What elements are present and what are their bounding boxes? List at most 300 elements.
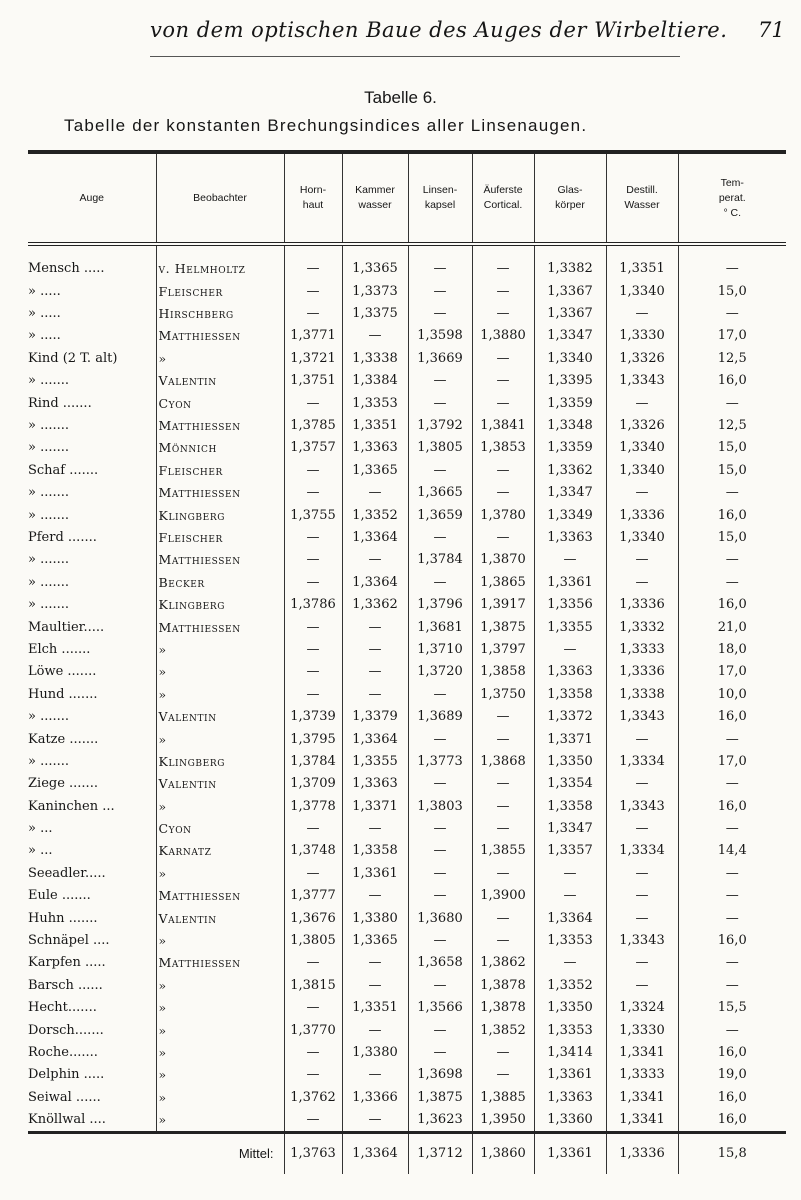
value-cell: — bbox=[284, 571, 342, 593]
value-cell: 1,3357 bbox=[534, 840, 606, 862]
value-cell: 1,3363 bbox=[534, 1086, 606, 1108]
observer-cell: Matthiessen bbox=[156, 549, 284, 571]
value-cell: 16,0 bbox=[678, 705, 786, 727]
value-cell: — bbox=[678, 952, 786, 974]
value-cell: 1,3348 bbox=[534, 414, 606, 436]
value-cell: 1,3748 bbox=[284, 840, 342, 862]
value-cell: — bbox=[472, 482, 534, 504]
value-cell: 1,3364 bbox=[342, 728, 408, 750]
value-cell: 1,3340 bbox=[606, 459, 678, 481]
value-cell: — bbox=[284, 817, 342, 839]
value-cell: 1,3757 bbox=[284, 437, 342, 459]
eye-cell: » ....... bbox=[28, 597, 70, 613]
value-cell: — bbox=[284, 683, 342, 705]
value-cell: — bbox=[408, 392, 472, 414]
value-cell: 1,3355 bbox=[342, 750, 408, 772]
value-cell: — bbox=[472, 392, 534, 414]
value-cell: — bbox=[678, 302, 786, 324]
table-row bbox=[28, 1108, 786, 1132]
table-row bbox=[28, 1064, 786, 1086]
value-cell: 1,3720 bbox=[408, 661, 472, 683]
value-cell: 1,3762 bbox=[284, 1086, 342, 1108]
observer-cell: Matthiessen bbox=[156, 885, 284, 907]
value-cell: 1,3780 bbox=[472, 504, 534, 526]
table-row bbox=[28, 683, 786, 705]
eye-cell: Delphin ..... bbox=[28, 1067, 105, 1083]
table-row bbox=[28, 526, 786, 548]
value-cell: — bbox=[284, 952, 342, 974]
value-cell: 1,3870 bbox=[472, 549, 534, 571]
value-cell: — bbox=[342, 616, 408, 638]
value-cell: — bbox=[284, 638, 342, 660]
value-cell: — bbox=[534, 885, 606, 907]
value-cell: — bbox=[284, 459, 342, 481]
observer-cell: » bbox=[156, 1041, 284, 1063]
eye-cell: Elch ....... bbox=[28, 641, 91, 657]
value-cell: 1,3785 bbox=[284, 414, 342, 436]
value-cell: 1,3382 bbox=[534, 244, 606, 280]
value-cell: 1,3358 bbox=[534, 683, 606, 705]
value-cell: — bbox=[472, 1041, 534, 1063]
value-cell: 1,3375 bbox=[342, 302, 408, 324]
value-cell: 1,3815 bbox=[284, 974, 342, 996]
value-cell: — bbox=[408, 728, 472, 750]
eye-cell: » ..... bbox=[28, 306, 61, 322]
value-cell: 1,3371 bbox=[534, 728, 606, 750]
mean-value: 1,3361 bbox=[534, 1132, 606, 1174]
table-row bbox=[28, 482, 786, 504]
table-row bbox=[28, 750, 786, 772]
value-cell: 1,3362 bbox=[342, 593, 408, 615]
eye-cell: Kaninchen ... bbox=[28, 798, 115, 814]
eye-cell: Dorsch....... bbox=[28, 1022, 104, 1038]
table-row bbox=[28, 728, 786, 750]
value-cell: — bbox=[408, 526, 472, 548]
value-cell: 1,3658 bbox=[408, 952, 472, 974]
value-cell: — bbox=[284, 392, 342, 414]
eye-cell: » ....... bbox=[28, 574, 70, 590]
value-cell: — bbox=[284, 302, 342, 324]
value-cell: 1,3360 bbox=[534, 1108, 606, 1132]
column-header: Auge bbox=[28, 152, 156, 244]
eye-cell: Schaf ....... bbox=[28, 462, 99, 478]
value-cell: — bbox=[408, 459, 472, 481]
eye-cell: » ....... bbox=[28, 709, 70, 725]
observer-cell: Becker bbox=[156, 571, 284, 593]
value-cell: 15,0 bbox=[678, 437, 786, 459]
mean-label: Mittel: bbox=[156, 1132, 284, 1174]
value-cell: 1,3805 bbox=[284, 929, 342, 951]
value-cell: 1,3363 bbox=[534, 661, 606, 683]
value-cell: 1,3665 bbox=[408, 482, 472, 504]
value-cell: 1,3795 bbox=[284, 728, 342, 750]
observer-cell: » bbox=[156, 974, 284, 996]
eye-cell: Knöllwal .... bbox=[28, 1112, 106, 1128]
value-cell: 1,3755 bbox=[284, 504, 342, 526]
observer-cell: Matthiessen bbox=[156, 482, 284, 504]
value-cell: 16,0 bbox=[678, 795, 786, 817]
value-cell: — bbox=[472, 280, 534, 302]
value-cell: 1,3773 bbox=[408, 750, 472, 772]
value-cell: — bbox=[408, 571, 472, 593]
value-cell: 1,3363 bbox=[342, 773, 408, 795]
observer-cell: Klingberg bbox=[156, 750, 284, 772]
table-row bbox=[28, 885, 786, 907]
value-cell: 16,0 bbox=[678, 593, 786, 615]
eye-cell: » ..... bbox=[28, 328, 61, 344]
value-cell: — bbox=[408, 1019, 472, 1041]
observer-cell: » bbox=[156, 862, 284, 884]
value-cell: — bbox=[342, 885, 408, 907]
value-cell: — bbox=[472, 459, 534, 481]
value-cell: 1,3364 bbox=[534, 907, 606, 929]
value-cell: — bbox=[606, 862, 678, 884]
value-cell: 15,0 bbox=[678, 526, 786, 548]
value-cell: — bbox=[472, 817, 534, 839]
value-cell: 1,3878 bbox=[472, 997, 534, 1019]
table-header bbox=[28, 152, 786, 244]
eye-cell: Kind (2 T. alt) bbox=[28, 350, 118, 366]
value-cell: — bbox=[472, 728, 534, 750]
table-row bbox=[28, 370, 786, 392]
eye-cell: Karpfen ..... bbox=[28, 955, 106, 971]
eye-cell: Ziege ....... bbox=[28, 776, 98, 792]
value-cell: — bbox=[678, 817, 786, 839]
value-cell: 10,0 bbox=[678, 683, 786, 705]
eye-cell: » ....... bbox=[28, 418, 70, 434]
observer-cell: Fleischer bbox=[156, 459, 284, 481]
value-cell: — bbox=[342, 549, 408, 571]
value-cell: 1,3350 bbox=[534, 997, 606, 1019]
value-cell: — bbox=[678, 728, 786, 750]
value-cell: — bbox=[284, 482, 342, 504]
table-row bbox=[28, 773, 786, 795]
observer-cell: » bbox=[156, 661, 284, 683]
value-cell: — bbox=[342, 974, 408, 996]
eye-cell: Pferd ....... bbox=[28, 529, 97, 545]
mean-spacer bbox=[28, 1132, 156, 1174]
value-cell: 1,3353 bbox=[534, 929, 606, 951]
value-cell: — bbox=[342, 1064, 408, 1086]
value-cell: 1,3778 bbox=[284, 795, 342, 817]
value-cell: 1,3862 bbox=[472, 952, 534, 974]
value-cell: — bbox=[678, 549, 786, 571]
value-cell: 1,3365 bbox=[342, 929, 408, 951]
value-cell: 16,0 bbox=[678, 370, 786, 392]
value-cell: 1,3689 bbox=[408, 705, 472, 727]
value-cell: — bbox=[472, 773, 534, 795]
observer-cell: » bbox=[156, 1108, 284, 1132]
value-cell: — bbox=[472, 907, 534, 929]
value-cell: — bbox=[606, 773, 678, 795]
value-cell: 1,3356 bbox=[534, 593, 606, 615]
value-cell: 1,3709 bbox=[284, 773, 342, 795]
observer-cell: » bbox=[156, 1064, 284, 1086]
running-head: von dem optischen Baue des Auges der Wirbeltiere. bbox=[150, 18, 728, 42]
value-cell: — bbox=[678, 773, 786, 795]
value-cell: — bbox=[534, 638, 606, 660]
value-cell: 1,3853 bbox=[472, 437, 534, 459]
value-cell: — bbox=[342, 482, 408, 504]
observer-cell: Valentin bbox=[156, 773, 284, 795]
value-cell: 1,3340 bbox=[606, 280, 678, 302]
value-cell: — bbox=[284, 1108, 342, 1132]
value-cell: 1,3566 bbox=[408, 997, 472, 1019]
table-row bbox=[28, 974, 786, 996]
value-cell: — bbox=[472, 705, 534, 727]
value-cell: — bbox=[606, 392, 678, 414]
table-row bbox=[28, 414, 786, 436]
table-row bbox=[28, 1086, 786, 1108]
table-row bbox=[28, 638, 786, 660]
value-cell: 1,3363 bbox=[534, 526, 606, 548]
eye-cell: » ... bbox=[28, 821, 53, 837]
value-cell: 1,3352 bbox=[342, 504, 408, 526]
table-row bbox=[28, 1041, 786, 1063]
value-cell: 17,0 bbox=[678, 325, 786, 347]
table-caption: Tabelle der konstanten Brechungsindices aller Linsenaugen. bbox=[64, 116, 588, 135]
value-cell: 1,3414 bbox=[534, 1041, 606, 1063]
mean-value: 1,3364 bbox=[342, 1132, 408, 1174]
value-cell: — bbox=[342, 952, 408, 974]
value-cell: 1,3367 bbox=[534, 280, 606, 302]
value-cell: 1,3353 bbox=[534, 1019, 606, 1041]
table-row bbox=[28, 593, 786, 615]
value-cell: — bbox=[284, 549, 342, 571]
value-cell: 1,3858 bbox=[472, 661, 534, 683]
value-cell: — bbox=[284, 616, 342, 638]
column-header: Kammer wasser bbox=[342, 152, 408, 244]
value-cell: — bbox=[678, 244, 786, 280]
value-cell: 1,3885 bbox=[472, 1086, 534, 1108]
value-cell: 1,3340 bbox=[606, 526, 678, 548]
value-cell: 1,3395 bbox=[534, 370, 606, 392]
eye-cell: Barsch ...... bbox=[28, 977, 103, 993]
table-row bbox=[28, 571, 786, 593]
value-cell: 1,3349 bbox=[534, 504, 606, 526]
value-cell: — bbox=[342, 638, 408, 660]
table-row bbox=[28, 459, 786, 481]
value-cell: 1,3721 bbox=[284, 347, 342, 369]
value-cell: 1,3698 bbox=[408, 1064, 472, 1086]
column-header: Destill. Wasser bbox=[606, 152, 678, 244]
value-cell: 1,3358 bbox=[342, 840, 408, 862]
eye-cell: » ....... bbox=[28, 507, 70, 523]
value-cell: — bbox=[678, 907, 786, 929]
value-cell: 1,3341 bbox=[606, 1041, 678, 1063]
value-cell: 1,3852 bbox=[472, 1019, 534, 1041]
value-cell: — bbox=[472, 795, 534, 817]
eye-cell: Eule ....... bbox=[28, 888, 91, 904]
table-row bbox=[28, 817, 786, 839]
value-cell: — bbox=[678, 885, 786, 907]
eye-cell: Rind ....... bbox=[28, 395, 92, 411]
value-cell: 1,3875 bbox=[472, 616, 534, 638]
value-cell: — bbox=[606, 974, 678, 996]
value-cell: — bbox=[342, 1019, 408, 1041]
eye-cell: Mensch ..... bbox=[28, 260, 105, 276]
eye-cell: » ....... bbox=[28, 485, 70, 501]
observer-cell: Cyon bbox=[156, 392, 284, 414]
value-cell: — bbox=[408, 885, 472, 907]
value-cell: 1,3750 bbox=[472, 683, 534, 705]
value-cell: 1,3366 bbox=[342, 1086, 408, 1108]
observer-cell: Matthiessen bbox=[156, 325, 284, 347]
value-cell: — bbox=[342, 683, 408, 705]
observer-cell: Valentin bbox=[156, 705, 284, 727]
observer-cell: » bbox=[156, 1086, 284, 1108]
value-cell: — bbox=[284, 526, 342, 548]
table-row bbox=[28, 504, 786, 526]
value-cell: 1,3359 bbox=[534, 437, 606, 459]
eye-cell: Seeadler..... bbox=[28, 865, 106, 881]
value-cell: 16,0 bbox=[678, 1108, 786, 1132]
value-cell: — bbox=[342, 325, 408, 347]
value-cell: 1,3343 bbox=[606, 795, 678, 817]
value-cell: — bbox=[408, 817, 472, 839]
table-row bbox=[28, 952, 786, 974]
value-cell: — bbox=[408, 974, 472, 996]
value-cell: 1,3333 bbox=[606, 1064, 678, 1086]
observer-cell: Klingberg bbox=[156, 504, 284, 526]
eye-cell: Maultier..... bbox=[28, 619, 105, 635]
value-cell: 16,0 bbox=[678, 504, 786, 526]
value-cell: — bbox=[408, 862, 472, 884]
eye-cell: Roche....... bbox=[28, 1044, 98, 1060]
value-cell: 1,3771 bbox=[284, 325, 342, 347]
value-cell: — bbox=[284, 1064, 342, 1086]
value-cell: 1,3841 bbox=[472, 414, 534, 436]
value-cell: 1,3361 bbox=[534, 1064, 606, 1086]
value-cell: — bbox=[678, 392, 786, 414]
value-cell: 16,0 bbox=[678, 1086, 786, 1108]
value-cell: 1,3363 bbox=[342, 437, 408, 459]
value-cell: 1,3341 bbox=[606, 1086, 678, 1108]
table-row bbox=[28, 280, 786, 302]
observer-cell: Valentin bbox=[156, 370, 284, 392]
value-cell: 1,3805 bbox=[408, 437, 472, 459]
table-row bbox=[28, 907, 786, 929]
value-cell: 1,3710 bbox=[408, 638, 472, 660]
eye-cell: Seiwal ...... bbox=[28, 1089, 101, 1105]
value-cell: 1,3355 bbox=[534, 616, 606, 638]
value-cell: 1,3343 bbox=[606, 370, 678, 392]
value-cell: — bbox=[408, 683, 472, 705]
value-cell: 1,3358 bbox=[534, 795, 606, 817]
value-cell: 1,3367 bbox=[534, 302, 606, 324]
value-cell: 1,3365 bbox=[342, 459, 408, 481]
value-cell: 1,3336 bbox=[606, 661, 678, 683]
value-cell: 1,3669 bbox=[408, 347, 472, 369]
value-cell: 1,3347 bbox=[534, 482, 606, 504]
value-cell: 1,3343 bbox=[606, 705, 678, 727]
value-cell: — bbox=[472, 526, 534, 548]
column-header: Tem- perat. ° C. bbox=[678, 152, 786, 244]
table-row bbox=[28, 325, 786, 347]
value-cell: 1,3739 bbox=[284, 705, 342, 727]
value-cell: — bbox=[606, 885, 678, 907]
value-cell: — bbox=[472, 1064, 534, 1086]
value-cell: 1,3343 bbox=[606, 929, 678, 951]
value-cell: 1,3359 bbox=[534, 392, 606, 414]
value-cell: 1,3917 bbox=[472, 593, 534, 615]
header-rule bbox=[150, 56, 680, 57]
value-cell: 1,3786 bbox=[284, 593, 342, 615]
value-cell: 1,3326 bbox=[606, 347, 678, 369]
eye-cell: Hecht....... bbox=[28, 1000, 97, 1016]
value-cell: 1,3379 bbox=[342, 705, 408, 727]
value-cell: 1,3365 bbox=[342, 244, 408, 280]
table-row bbox=[28, 997, 786, 1019]
value-cell: 1,3354 bbox=[534, 773, 606, 795]
value-cell: 1,3364 bbox=[342, 526, 408, 548]
value-cell: — bbox=[534, 862, 606, 884]
value-cell: — bbox=[342, 661, 408, 683]
value-cell: — bbox=[606, 728, 678, 750]
value-cell: 1,3796 bbox=[408, 593, 472, 615]
value-cell: 16,0 bbox=[678, 929, 786, 951]
observer-cell: Valentin bbox=[156, 907, 284, 929]
table-row bbox=[28, 862, 786, 884]
value-cell: 1,3361 bbox=[534, 571, 606, 593]
value-cell: 1,3330 bbox=[606, 1019, 678, 1041]
value-cell: 1,3868 bbox=[472, 750, 534, 772]
value-cell: 1,3364 bbox=[342, 571, 408, 593]
value-cell: 1,3880 bbox=[472, 325, 534, 347]
value-cell: 1,3384 bbox=[342, 370, 408, 392]
value-cell: — bbox=[678, 974, 786, 996]
value-cell: 1,3598 bbox=[408, 325, 472, 347]
value-cell: 15,0 bbox=[678, 280, 786, 302]
column-header: Horn- haut bbox=[284, 152, 342, 244]
observer-cell: Karnatz bbox=[156, 840, 284, 862]
refractive-index-table bbox=[28, 150, 786, 1174]
observer-cell: » bbox=[156, 1019, 284, 1041]
value-cell: — bbox=[284, 280, 342, 302]
column-header: Äuferste Cortical. bbox=[472, 152, 534, 244]
mean-value: 1,3763 bbox=[284, 1132, 342, 1174]
table-row bbox=[28, 840, 786, 862]
value-cell: — bbox=[606, 549, 678, 571]
value-cell: 1,3380 bbox=[342, 907, 408, 929]
table-row bbox=[28, 549, 786, 571]
value-cell: 12,5 bbox=[678, 347, 786, 369]
mean-value: 1,3860 bbox=[472, 1132, 534, 1174]
value-cell: 17,0 bbox=[678, 661, 786, 683]
observer-cell: Hirschberg bbox=[156, 302, 284, 324]
value-cell: 21,0 bbox=[678, 616, 786, 638]
value-cell: — bbox=[678, 1019, 786, 1041]
value-cell: — bbox=[284, 661, 342, 683]
value-cell: — bbox=[534, 952, 606, 974]
table-row bbox=[28, 705, 786, 727]
value-cell: 1,3900 bbox=[472, 885, 534, 907]
value-cell: — bbox=[408, 929, 472, 951]
table-row bbox=[28, 392, 786, 414]
value-cell: — bbox=[472, 302, 534, 324]
eye-cell: » ... bbox=[28, 843, 53, 859]
value-cell: — bbox=[342, 1108, 408, 1132]
observer-cell: Fleischer bbox=[156, 526, 284, 548]
value-cell: 1,3340 bbox=[534, 347, 606, 369]
value-cell: — bbox=[408, 773, 472, 795]
value-cell: 1,3336 bbox=[606, 593, 678, 615]
value-cell: 1,3347 bbox=[534, 817, 606, 839]
observer-cell: v. Helmholtz bbox=[156, 244, 284, 280]
column-header: Beobachter bbox=[156, 152, 284, 244]
value-cell: 1,3361 bbox=[342, 862, 408, 884]
eye-cell: Hund ....... bbox=[28, 686, 98, 702]
